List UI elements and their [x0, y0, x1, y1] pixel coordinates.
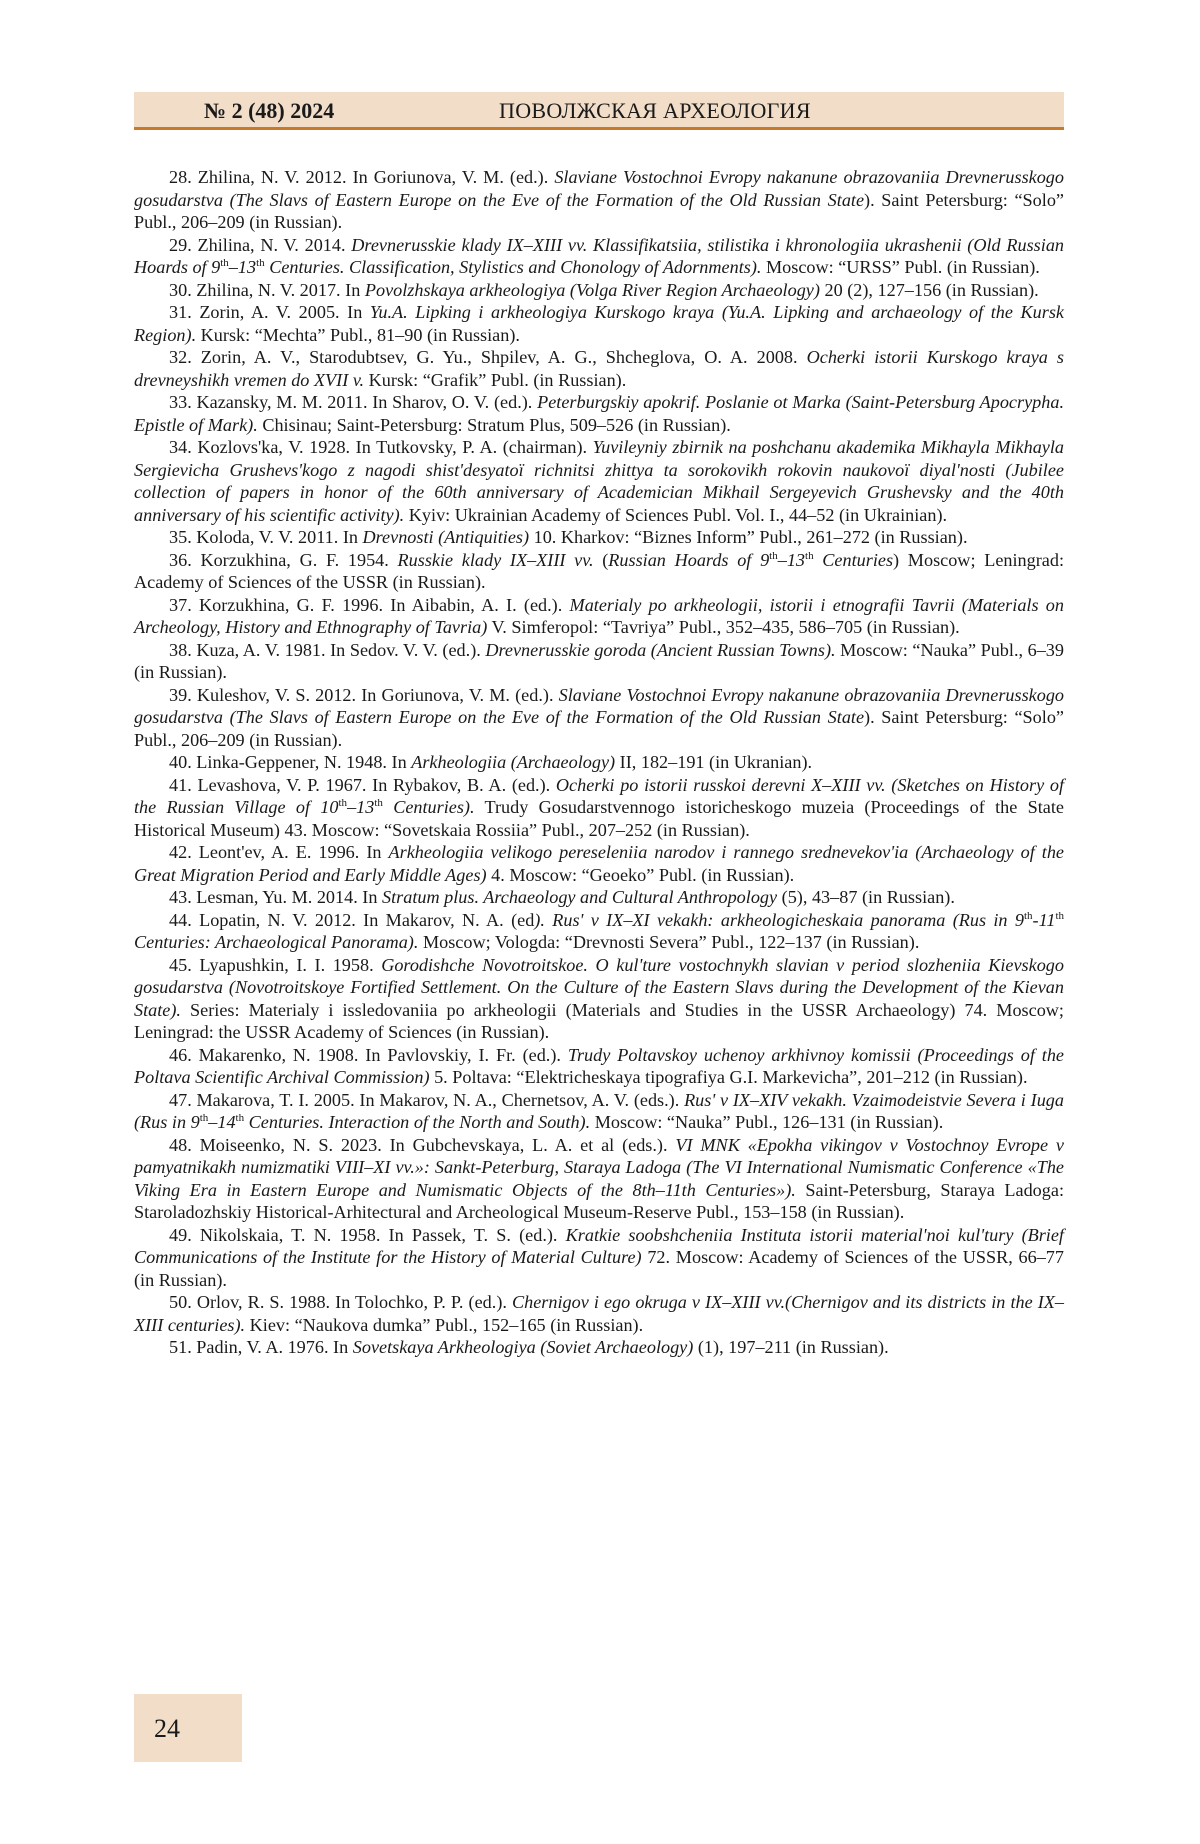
reference-text: –13	[777, 549, 806, 570]
reference-text: Korzukhina, G. F. 1996. In Aibabin, A. I. (ed.).	[199, 594, 570, 615]
reference-text: 5. Poltava: “Elektricheskaya tipografiya G.I. Markevicha”, 201–212 (in Russian).	[429, 1067, 1028, 1087]
reference-number: 40.	[169, 752, 192, 772]
reference-text: Peterburgskiy apokrif. Poslanie ot Marka (Saint-Petersburg Apocrypha. Epistle of Mark).	[134, 392, 1064, 435]
reference-text: Centuries: Archaeological Panorama).	[134, 932, 419, 952]
reference-text: Zhilina, N. V. 2012. In Goriunova, V. M. (ed.).	[197, 167, 555, 187]
reference-text: (1), 197–211 (in Russian).	[693, 1337, 889, 1357]
reference-text: Russian Hoards of 9	[608, 549, 770, 570]
running-header	[134, 92, 1064, 130]
journal-title: ПОВОЛЖСКАЯ АРХЕОЛОГИЯ	[499, 98, 811, 123]
reference-text: Arkheologiia (Archaeology)	[411, 752, 616, 772]
reference-number: 45.	[169, 954, 192, 975]
reference-text: th	[805, 549, 814, 562]
reference-text: Sovetskaya Arkheologiya (Soviet Archaeology)	[352, 1337, 694, 1357]
reference-entry	[134, 549, 1064, 594]
reference-number: 28.	[169, 167, 192, 187]
reference-entry	[134, 594, 1064, 639]
reference-text: Moscow: “Nauka” Publ., 6–39 (in Russian).	[134, 639, 1064, 682]
reference-text: ). Rus' v IX–XI vekakh: arkheologicheskaia panorama (Rus in 9	[534, 909, 1024, 930]
reference-text: Centuries. Classification, Stylistics and Chonology of Adornments).	[264, 257, 762, 277]
reference-text: th	[769, 549, 778, 562]
reference-text: ) Moscow; Leningrad: Academy of Sciences of the USSR (in Russian).	[134, 549, 1065, 592]
reference-text: Linka-Geppener, N. 1948. In	[196, 752, 412, 772]
reference-text: Series: Materialy i issledovaniia po arkheologii (Materials and Studies in the USSR Archaeology) 74. Moscow; Leningrad: the USSR Academy of Sciences (in Russian).	[134, 999, 1064, 1042]
page-number: 24	[154, 1714, 180, 1743]
reference-entry	[134, 841, 1064, 886]
reference-text: Materialy po arkheologii, istorii i etnografii Tavrii (Materials on Archeology, History and Ethnography of Tavria)	[134, 594, 1064, 637]
reference-text: Kazansky, M. M. 2011. In Sharov, O. V. (ed.).	[196, 392, 538, 412]
reference-entry	[134, 1044, 1064, 1089]
reference-text: Drevnerusskie goroda (Ancient Russian Towns).	[485, 639, 836, 660]
reference-text: Centuries. Interaction of the North and South).	[244, 1112, 591, 1132]
reference-entry	[134, 346, 1064, 391]
reference-text: Kyiv: Ukrainian Academy of Sciences Publ. Vol. I., 44–52 (in Ukrainian).	[404, 504, 948, 525]
reference-text: 20 (2), 127–156 (in Russian).	[819, 279, 1039, 300]
reference-text: Makarenko, N. 1908. In Pavlovskiy, I. Fr. (ed.).	[198, 1044, 568, 1065]
reference-number: 46.	[169, 1044, 192, 1065]
reference-text: Stratum plus. Archaeology and Cultural Anthropology	[382, 887, 778, 907]
reference-number: 29.	[169, 234, 192, 255]
reference-number: 35.	[169, 527, 192, 547]
reference-text: 72. Moscow: Academy of Sciences of the USSR, 66–77 (in Russian).	[134, 1247, 1064, 1290]
reference-text: (	[593, 549, 609, 570]
reference-number: 49.	[169, 1224, 192, 1245]
reference-text: Levashova, V. P. 1967. In Rybakov, B. A. (ed.).	[197, 774, 556, 795]
reference-text: 10. Kharkov: “Biznes Inform” Publ., 261–272 (in Russian).	[529, 527, 968, 547]
reference-entry	[134, 909, 1064, 954]
reference-text: V. Simferopol: “Tavriya” Publ., 352–435, 586–705 (in Russian).	[487, 617, 960, 637]
reference-text: Nikolskaia, T. N. 1958. In Passek, T. S. (ed.).	[199, 1224, 566, 1245]
reference-text: Trudy Gosudarstvennogo istoricheskogo muzeia (Proceedings of the State Historical Museum) 43. Moscow: “Sovetskaia Rossiia” Publ., 207–252 (in Russian).	[134, 797, 1064, 840]
reference-text: Lesman, Yu. M. 2014. In	[196, 887, 383, 907]
reference-text: Moscow: “Nauka” Publ., 126–131 (in Russian).	[590, 1112, 944, 1132]
reference-number: 38.	[169, 639, 192, 660]
reference-entry	[134, 1336, 1064, 1359]
reference-text: Drevnosti (Antiquities)	[362, 527, 530, 547]
reference-text: Zorin, A. V., Starodubtsev, G. Yu., Shpilev, A. G., Shcheglova, O. A. 2008.	[200, 347, 807, 367]
reference-number: 39.	[169, 684, 192, 705]
reference-number: 50.	[169, 1292, 192, 1312]
reference-number: 36.	[169, 549, 192, 570]
reference-text: Moiseenko, N. S. 2023. In Gubchevskaya, L. A. et al (eds.).	[199, 1134, 676, 1155]
reference-number: 44.	[169, 909, 192, 930]
reference-entry	[134, 684, 1064, 752]
reference-number: 51.	[169, 1337, 192, 1357]
reference-text: Kuleshov, V. S. 2012. In Goriunova, V. M. (ed.).	[196, 684, 559, 705]
reference-text: th	[220, 256, 229, 269]
reference-number: 42.	[169, 842, 192, 862]
reference-text: Padin, V. A. 1976. In	[196, 1337, 353, 1357]
reference-text: Zhilina, N. V. 2014.	[197, 234, 352, 255]
reference-text: Zhilina, N. V. 2017. In	[196, 279, 365, 300]
reference-text: –13	[228, 257, 257, 277]
reference-text: Gorodishche Novotroitskoe. O kul'ture vostochnykh slavian v period slozheniia Kievskogo gosudarstva (Novotroitskoye Fortified Settlement. On the Culture of the Eastern Slavs during the Development of the Kievan State).	[134, 954, 1064, 1020]
reference-text: Ocherki po istorii russkoi derevni X–XIII vv. (Sketches on History of the Russian Village of 10	[134, 774, 1064, 817]
reference-entry	[134, 774, 1064, 842]
reference-entry	[134, 526, 1064, 549]
reference-text: Moscow; Vologda: “Drevnosti Severa” Publ., 122–137 (in Russian).	[418, 932, 920, 952]
reference-number: 32.	[169, 347, 192, 367]
reference-entry	[134, 391, 1064, 436]
reference-text: Trudy Poltavskoy uchenoy arkhivnoy komissii (Proceedings of the Poltava Scientific Archival Commission)	[134, 1044, 1064, 1087]
reference-text: II, 182–191 (in Ukranian).	[615, 752, 813, 772]
reference-text: ). Saint Petersburg: “Solo” Publ., 206–209 (in Russian).	[134, 707, 1064, 750]
reference-text: –13	[347, 797, 375, 817]
reference-entry	[134, 1089, 1064, 1134]
reference-text: Zorin, A. V. 2005. In	[199, 302, 370, 322]
reference-number: 47.	[169, 1089, 192, 1110]
reference-number: 31.	[169, 302, 192, 322]
reference-text: Leont'ev, A. E. 1996. In	[198, 842, 389, 862]
reference-entry	[134, 954, 1064, 1044]
reference-text: Slaviane Vostochnoi Evropy nakanune obrazovaniia Drevnerusskogo gosudarstva (The Slavs of Eastern Europe on the Eve of the Formation of the Old Russian State	[134, 167, 1064, 210]
reference-entry	[134, 1134, 1064, 1224]
reference-text: th	[235, 1111, 245, 1124]
reference-entry	[134, 301, 1064, 346]
reference-entry	[134, 166, 1064, 234]
reference-text: Kuza, A. V. 1981. In Sedov. V. V. (ed.).	[196, 639, 486, 660]
reference-text: Makarova, T. I. 2005. In Makarov, N. A., Chernetsov, A. V. (eds.).	[196, 1089, 685, 1110]
reference-entry	[134, 1291, 1064, 1336]
reference-number: 43.	[169, 887, 192, 907]
reference-text: Centuries).	[382, 797, 475, 817]
reference-entry	[134, 751, 1064, 774]
reference-text: Orlov, R. S. 1988. In Tolochko, P. P. (ed.).	[196, 1292, 512, 1312]
reference-text: 4. Moscow: “Geoeko” Publ. (in Russian).	[486, 864, 795, 885]
reference-text: Arkheologiia velikogo pereseleniia narodov i rannego srednevekov'ia (Archaeology of the Great Migration Period and Early Middle Ages)	[134, 842, 1065, 885]
reference-text: Drevnerusskie klady IX–XIII vv. Klassifikatsiia, stilistika i khronologiia ukrashenii (Old Russian Hoards of 9	[134, 234, 1065, 277]
reference-text: Yuvileyniy zbirnik na poshchanu akademika Mikhayla Mikhayla Sergievicha Grushevs'kogo z nagodi shist'desyatoï richnitsi zhittya ta sorokovikh rokovin naukovoï diyal'nosti (Jubilee collection of papers in honor of the 60th anniversary of Academician Mikhail Sergeyevich Grushevsky and the 40th anniversary of his scientific activity).	[134, 437, 1065, 525]
reference-text: –14	[208, 1112, 236, 1132]
reference-text: Kiev: “Naukova dumka” Publ., 152–165 (in Russian).	[245, 1314, 644, 1335]
reference-text: Slaviane Vostochnoi Evropy nakanune obrazovaniia Drevnerusskogo gosudarstva (The Slavs of Eastern Europe on the Eve of the Formation of the Old Russian State	[134, 684, 1065, 727]
reference-text: ). Saint Petersburg: “Solo” Publ., 206–209 (in Russian).	[134, 189, 1064, 232]
reference-text: (5), 43–87 (in Russian).	[777, 887, 955, 907]
reference-list	[134, 166, 1064, 1359]
reference-text: Russkie klady IX–XIII vv.	[397, 549, 594, 570]
reference-text: Chernigov i ego okruga v IX–XIII vv.(Chernigov and its districts in the IX–XIII centuries).	[134, 1292, 1064, 1335]
reference-text: Kratkie soobshcheniia Instituta istorii material'noi kul'tury (Brief Communications of the Institute for the History of Material Culture)	[134, 1224, 1064, 1267]
reference-text: th	[199, 1111, 209, 1124]
reference-entry	[134, 639, 1064, 684]
reference-text: Lopatin, N. V. 2012. In Makarov, N. A. (ed	[199, 909, 535, 930]
reference-entry	[134, 234, 1064, 279]
reference-text: Lyapushkin, I. I. 1958.	[199, 954, 382, 975]
page-number-box	[134, 1694, 242, 1762]
reference-text: th	[256, 256, 265, 269]
reference-text: th	[374, 796, 383, 809]
reference-text: Kozlovs'ka, V. 1928. In Tutkovsky, P. A. (chairman).	[197, 437, 593, 457]
reference-number: 41.	[169, 774, 192, 795]
reference-text: Kursk: “Mechta” Publ., 81–90 (in Russian).	[196, 324, 520, 345]
reference-text: Saint-Petersburg, Staraya Ladoga: Staroladozhskiy Historical-Arhitectural and Archeological Museum-Reserve Publ., 153–158 (in Russian).	[134, 1179, 1064, 1222]
reference-text: Ocherki istorii Kurskogo kraya s drevneyshikh vremen do XVII v.	[134, 347, 1065, 390]
reference-text: Moscow: “URSS” Publ. (in Russian).	[761, 257, 1040, 277]
reference-text: Koloda, V. V. 2011. In	[196, 527, 363, 547]
reference-text: Chisinau; Saint-Petersburg: Stratum Plus, 509–526 (in Russian).	[257, 414, 731, 435]
issue-label: № 2 (48) 2024	[204, 98, 335, 123]
reference-text: Povolzhskaya arkheologiya (Volga River Region Archaeology)	[364, 279, 820, 300]
reference-entry	[134, 1224, 1064, 1292]
reference-text: Korzukhina, G. F. 1954.	[200, 549, 398, 570]
reference-entry	[134, 886, 1064, 909]
reference-text: -11	[1032, 909, 1056, 930]
reference-text: VI MNK «Epokha vikingov v Vostochnoy Evrope v pamyatnikakh numizmatiki VIII–XI vv.»: Sankt-Peterburg, Staraya Ladoga (The VI International Numismatic Conference «The Viking Era in Eastern Europe and Numismatic Objects of the 8th–11th Centuries»).	[134, 1134, 1065, 1200]
reference-text: th	[338, 796, 348, 809]
reference-number: 37.	[169, 594, 192, 615]
reference-number: 33.	[169, 392, 192, 412]
reference-number: 48.	[169, 1134, 192, 1155]
reference-text: Kursk: “Grafik” Publ. (in Russian).	[364, 369, 627, 390]
reference-text: Rus' v IX–XIV vekakh. Vzaimodeistvie Severa i Iuga (Rus in 9	[134, 1089, 1064, 1132]
reference-number: 30.	[169, 279, 192, 300]
reference-text: Yu.A. Lipking i arkheologiya Kurskogo kraya (Yu.A. Lipking and archaeology of the Kursk Region).	[134, 302, 1064, 345]
reference-text: th	[1023, 909, 1033, 922]
reference-entry	[134, 436, 1064, 526]
reference-number: 34.	[169, 437, 192, 457]
reference-entry	[134, 279, 1064, 302]
reference-text: Centuries	[813, 549, 894, 570]
reference-text: th	[1055, 909, 1064, 922]
